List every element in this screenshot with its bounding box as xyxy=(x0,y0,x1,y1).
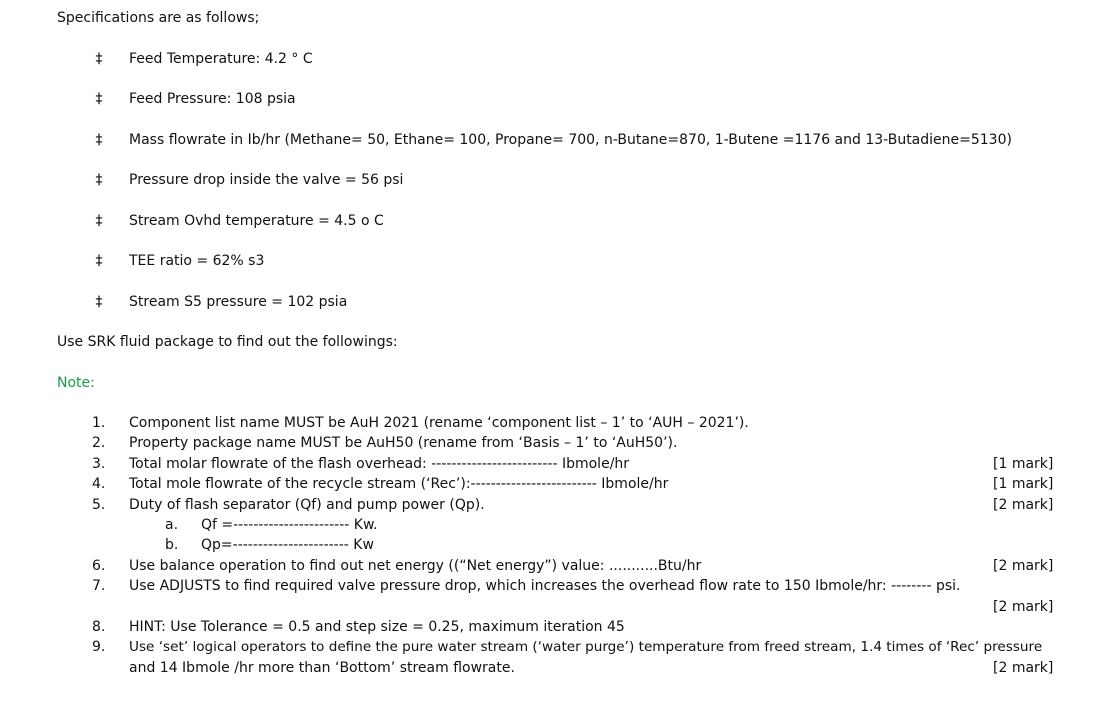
item-number: 2. xyxy=(92,435,106,451)
item-set-operators-continuation: and 14 Ibmole /hr more than ‘Bottom’ stream flowrate. xyxy=(129,660,515,676)
instruction-text: Use SRK fluid package to find out the followings: xyxy=(57,334,398,350)
subitem-qp: Qp=----------------------- Kw xyxy=(201,537,374,553)
bullet-icon: ‡ xyxy=(95,213,103,229)
note-label: Note: xyxy=(57,375,95,391)
item-number: 7. xyxy=(92,578,106,594)
bullet-icon: ‡ xyxy=(95,253,103,269)
item-property-package: Property package name MUST be AuH50 (rename from ‘Basis – 1’ to ‘AuH50’). xyxy=(129,435,678,451)
subitem-letter: a. xyxy=(165,517,179,533)
intro-heading: Specifications are as follows; xyxy=(57,10,260,26)
bullet-icon: ‡ xyxy=(95,172,103,188)
item-hint: HINT: Use Tolerance = 0.5 and step size = 0.25, maximum iteration 45 xyxy=(129,619,625,635)
mark-label: [1 mark] xyxy=(993,456,1054,472)
mark-label: [2 mark] xyxy=(993,660,1054,676)
mark-label: [2 mark] xyxy=(993,497,1054,513)
item-flash-overhead: Total molar flowrate of the flash overhead: ------------------------- Ibmole/hr xyxy=(129,456,630,472)
spec-mass-flowrate: Mass flowrate in Ib/hr (Methane= 50, Ethane= 100, Propane= 700, n-Butane=870, 1-Butene =1176 and 13-Butadiene=5130) xyxy=(129,132,1012,148)
spec-pressure-drop: Pressure drop inside the valve = 56 psi xyxy=(129,172,404,188)
item-component-list: Component list name MUST be AuH 2021 (rename ‘component list – 1’ to ‘AUH – 2021’). xyxy=(129,415,749,431)
item-number: 6. xyxy=(92,558,106,574)
spec-tee-ratio: TEE ratio = 62% s3 xyxy=(129,253,265,269)
item-number: 1. xyxy=(92,415,106,431)
item-flash-duty: Duty of flash separator (Qf) and pump power (Qp). xyxy=(129,497,485,513)
spec-ovhd-temperature: Stream Ovhd temperature = 4.5 o C xyxy=(129,213,384,229)
mark-label: [2 mark] xyxy=(993,599,1054,615)
bullet-icon: ‡ xyxy=(95,91,103,107)
bullet-icon: ‡ xyxy=(95,51,103,67)
item-recycle-stream: Total mole flowrate of the recycle stream (‘Rec’):------------------------- Ibmole/hr xyxy=(129,476,669,492)
subitem-qf: Qf =----------------------- Kw. xyxy=(201,517,378,533)
spec-s5-pressure: Stream S5 pressure = 102 psia xyxy=(129,294,348,310)
item-number: 4. xyxy=(92,476,106,492)
mark-label: [1 mark] xyxy=(993,476,1054,492)
mark-label: [2 mark] xyxy=(993,558,1054,574)
item-set-operators: Use ‘set’ logical operators to define the pure water stream (‘water purge’) temperature from freed stream, 1.4 times of ‘Rec’ pressure xyxy=(129,639,1043,655)
bullet-icon: ‡ xyxy=(95,132,103,148)
subitem-letter: b. xyxy=(165,537,179,553)
spec-feed-pressure: Feed Pressure: 108 psia xyxy=(129,91,296,107)
item-number: 3. xyxy=(92,456,106,472)
item-number: 5. xyxy=(92,497,106,513)
spec-feed-temperature: Feed Temperature: 4.2 ° C xyxy=(129,51,313,67)
bullet-icon: ‡ xyxy=(95,294,103,310)
item-number: 9. xyxy=(92,639,106,655)
item-net-energy: Use balance operation to find out net energy ((“Net energy”) value: ...........Btu/hr xyxy=(129,558,702,574)
item-adjusts: Use ADJUSTS to find required valve pressure drop, which increases the overhead flow rate to 150 Ibmole/hr: -------- psi. xyxy=(129,578,961,594)
item-number: 8. xyxy=(92,619,106,635)
